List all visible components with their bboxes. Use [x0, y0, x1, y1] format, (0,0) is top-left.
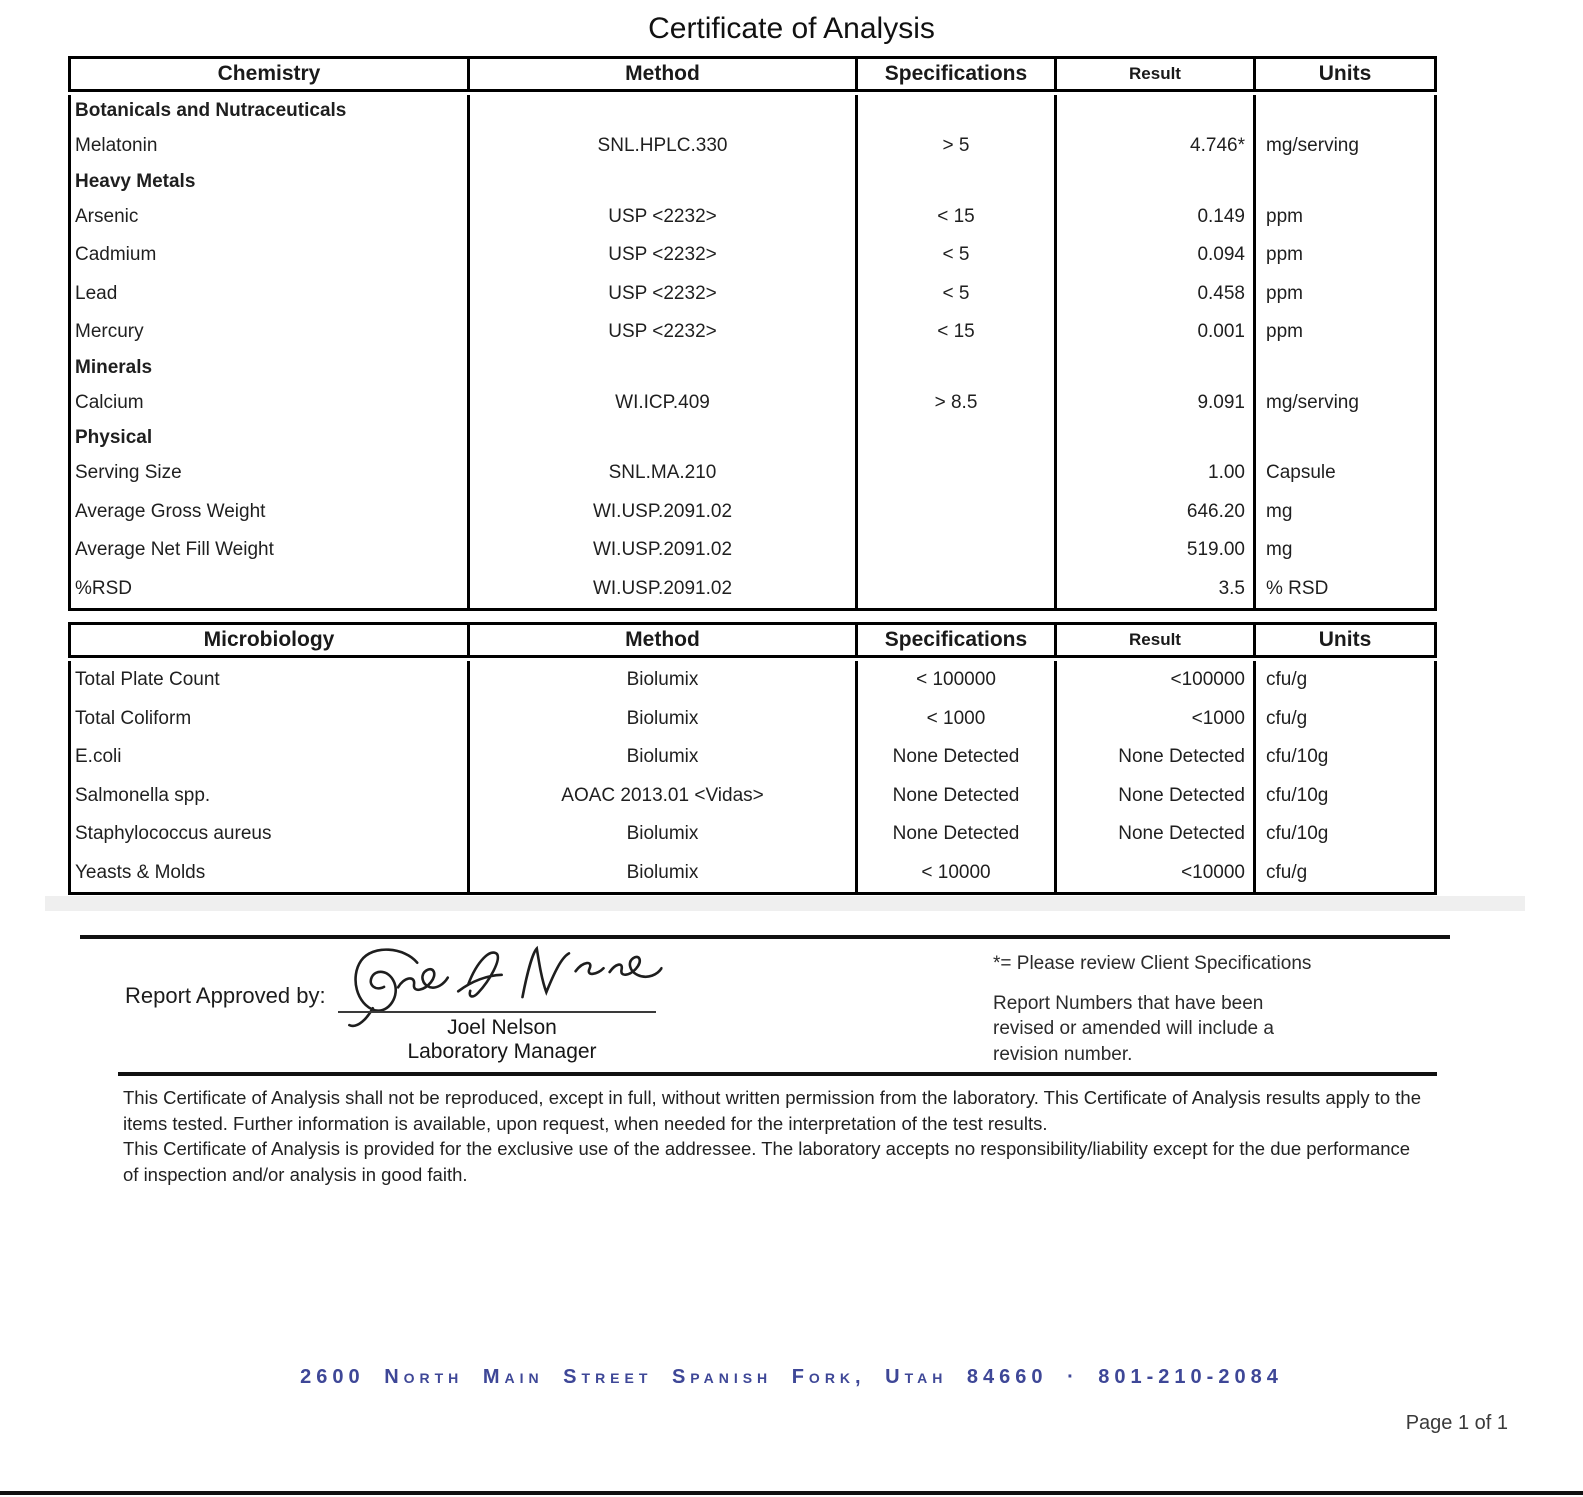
- analyte-cell: Lead: [75, 282, 118, 304]
- table-row: [71, 454, 1434, 493]
- disclaimer-paragraph-2: This Certificate of Analysis is provided for the exclusive use of the addressee. The laboratory accepts no responsibility/liability except for the due performance of inspection and/or analysis in good faith.: [123, 1138, 1411, 1185]
- analyte-cell: Melatonin: [75, 135, 158, 157]
- analyte-cell: Cadmium: [75, 244, 157, 266]
- units-cell: [1253, 422, 1434, 454]
- table-row: [71, 275, 1434, 314]
- result-cell: 0.001: [1054, 313, 1253, 352]
- result-cell: [1054, 422, 1253, 454]
- result-cell: 4.746*: [1054, 127, 1253, 166]
- section-divider-strip: [45, 896, 1525, 911]
- method-cell: [467, 352, 855, 384]
- method-cell: WI.USP.2091.02: [467, 493, 855, 532]
- analyte-cell: Salmonella spp.: [75, 784, 211, 806]
- analyte-cell: Total Coliform: [75, 707, 192, 729]
- spec-cell: None Detected: [855, 815, 1054, 854]
- spec-cell: < 15: [855, 313, 1054, 352]
- analyte-cell: Serving Size: [75, 462, 182, 484]
- result-cell: [1054, 95, 1253, 127]
- page-indicator: Page 1 of 1: [1405, 1412, 1508, 1434]
- header-method: Method: [467, 625, 855, 655]
- method-cell: [467, 95, 855, 127]
- signature-rule-bottom: [118, 1072, 1437, 1076]
- result-cell: <1000: [1054, 700, 1253, 739]
- units-cell: mg: [1253, 531, 1434, 570]
- revision-note: Report Numbers that have been revised or amended will include a revision number.: [993, 993, 1274, 1065]
- table-row: [71, 384, 1434, 423]
- spec-cell: [855, 531, 1054, 570]
- signer-title: Laboratory Manager: [407, 1039, 597, 1063]
- spec-cell: < 100000: [855, 661, 1054, 700]
- lab-address: 2600 North Main Street Spanish Fork, Utah 84660 · 801-210-2084: [300, 1366, 1283, 1388]
- units-cell: cfu/g: [1253, 700, 1434, 739]
- microbiology-table-body: [68, 661, 1437, 895]
- result-cell: None Detected: [1054, 738, 1253, 777]
- table-row: [71, 700, 1434, 739]
- header-specifications: Specifications: [855, 625, 1054, 655]
- units-cell: ppm: [1253, 313, 1434, 352]
- analyte-cell: Staphylococcus aureus: [75, 823, 272, 845]
- table-section-row: [71, 422, 1434, 454]
- signer-block: [347, 1016, 657, 1063]
- result-cell: 3.5: [1054, 570, 1253, 609]
- method-cell: SNL.HPLC.330: [467, 127, 855, 166]
- approved-by-label: Report Approved by:: [125, 983, 326, 1008]
- result-cell: 9.091: [1054, 384, 1253, 423]
- units-cell: cfu/10g: [1253, 815, 1434, 854]
- spec-cell: [855, 493, 1054, 532]
- spec-cell: [855, 570, 1054, 609]
- result-cell: None Detected: [1054, 815, 1253, 854]
- header-method: Method: [467, 59, 855, 89]
- spec-cell: None Detected: [855, 777, 1054, 816]
- method-cell: Biolumix: [467, 700, 855, 739]
- analyte-cell: E.coli: [75, 746, 122, 768]
- disclaimer-paragraph-1: This Certificate of Analysis shall not be reproduced, except in full, without written permission from the laboratory. This Certificate of Analysis results apply to the items tested. Further information is available, upon request, when needed for the interpretation of the test results.: [123, 1087, 1421, 1134]
- units-cell: mg/serving: [1253, 384, 1434, 423]
- spec-cell: < 5: [855, 275, 1054, 314]
- table-row: [71, 661, 1434, 700]
- spec-cell: [855, 166, 1054, 198]
- header-microbiology: Microbiology: [203, 628, 335, 651]
- table-row: [71, 738, 1434, 777]
- analyte-cell: Total Plate Count: [75, 669, 220, 691]
- chemistry-table-body: [68, 95, 1437, 611]
- analyte-cell: Arsenic: [75, 205, 139, 227]
- spec-cell: < 5: [855, 236, 1054, 275]
- units-cell: [1253, 166, 1434, 198]
- result-cell: None Detected: [1054, 777, 1253, 816]
- method-cell: WI.ICP.409: [467, 384, 855, 423]
- disclaimer: [123, 1085, 1425, 1187]
- method-cell: USP <2232>: [467, 275, 855, 314]
- table-row: [71, 854, 1434, 893]
- units-cell: cfu/g: [1253, 854, 1434, 893]
- method-cell: Biolumix: [467, 854, 855, 893]
- table-section-row: [71, 95, 1434, 127]
- analyte-cell: Yeasts & Molds: [75, 861, 206, 883]
- units-cell: [1253, 352, 1434, 384]
- header-specifications: Specifications: [855, 59, 1054, 89]
- header-units: Units: [1253, 59, 1434, 89]
- units-cell: Capsule: [1253, 454, 1434, 493]
- spec-cell: < 1000: [855, 700, 1054, 739]
- header-units: Units: [1253, 625, 1434, 655]
- table-row: [71, 493, 1434, 532]
- method-cell: [467, 166, 855, 198]
- result-cell: 0.149: [1054, 198, 1253, 237]
- asterisk-note: *= Please review Client Specifications: [993, 953, 1312, 974]
- units-cell: [1253, 95, 1434, 127]
- table-row: [71, 777, 1434, 816]
- method-cell: Biolumix: [467, 815, 855, 854]
- table-row: [71, 531, 1434, 570]
- result-cell: [1054, 352, 1253, 384]
- table-section-row: [71, 352, 1434, 384]
- result-cell: 0.094: [1054, 236, 1253, 275]
- units-cell: cfu/g: [1253, 661, 1434, 700]
- method-cell: AOAC 2013.01 <Vidas>: [467, 777, 855, 816]
- result-cell: 1.00: [1054, 454, 1253, 493]
- table-row: [71, 313, 1434, 352]
- spec-cell: None Detected: [855, 738, 1054, 777]
- analyte-cell: Average Gross Weight: [75, 500, 266, 522]
- microbiology-table-header: [68, 622, 1437, 658]
- units-cell: % RSD: [1253, 570, 1434, 609]
- method-cell: Biolumix: [467, 661, 855, 700]
- table-row: [71, 127, 1434, 166]
- page-title: Certificate of Analysis: [648, 12, 935, 45]
- spec-cell: [855, 95, 1054, 127]
- method-cell: USP <2232>: [467, 198, 855, 237]
- analyte-cell: Mercury: [75, 321, 144, 343]
- table-row: [71, 815, 1434, 854]
- header-result: Result: [1054, 625, 1253, 655]
- method-cell: USP <2232>: [467, 236, 855, 275]
- result-cell: 0.458: [1054, 275, 1253, 314]
- header-chemistry: Chemistry: [217, 62, 321, 85]
- footer-rule: [0, 1491, 1583, 1495]
- units-cell: ppm: [1253, 275, 1434, 314]
- units-cell: ppm: [1253, 198, 1434, 237]
- analyte-cell: Physical: [75, 427, 153, 448]
- units-cell: cfu/10g: [1253, 738, 1434, 777]
- table-row: [71, 570, 1434, 609]
- analyte-cell: Botanicals and Nutraceuticals: [75, 100, 347, 121]
- units-cell: mg/serving: [1253, 127, 1434, 166]
- analyte-cell: Heavy Metals: [75, 170, 196, 192]
- analyte-cell: Average Net Fill Weight: [75, 539, 274, 561]
- signature-line: [338, 1011, 656, 1013]
- signer-name: Joel Nelson: [447, 1016, 557, 1039]
- method-cell: USP <2232>: [467, 313, 855, 352]
- analyte-cell: %RSD: [75, 577, 133, 599]
- method-cell: SNL.MA.210: [467, 454, 855, 493]
- spec-cell: > 5: [855, 127, 1054, 166]
- method-cell: [467, 422, 855, 454]
- spec-cell: [855, 454, 1054, 493]
- method-cell: Biolumix: [467, 738, 855, 777]
- chemistry-table-header: [68, 56, 1437, 92]
- result-cell: 646.20: [1054, 493, 1253, 532]
- spec-cell: < 15: [855, 198, 1054, 237]
- spec-cell: [855, 422, 1054, 454]
- spec-cell: > 8.5: [855, 384, 1054, 423]
- units-cell: ppm: [1253, 236, 1434, 275]
- table-row: [71, 236, 1434, 275]
- method-cell: WI.USP.2091.02: [467, 531, 855, 570]
- spec-cell: < 10000: [855, 854, 1054, 893]
- table-section-row: [71, 166, 1434, 198]
- analyte-cell: Calcium: [75, 391, 144, 413]
- result-cell: 519.00: [1054, 531, 1253, 570]
- result-cell: <100000: [1054, 661, 1253, 700]
- result-cell: [1054, 166, 1253, 198]
- signature-rule-top: [80, 935, 1450, 939]
- units-cell: mg: [1253, 493, 1434, 532]
- units-cell: cfu/10g: [1253, 777, 1434, 816]
- analyte-cell: Minerals: [75, 356, 153, 378]
- result-cell: <10000: [1054, 854, 1253, 893]
- spec-cell: [855, 352, 1054, 384]
- header-result: Result: [1054, 59, 1253, 89]
- method-cell: WI.USP.2091.02: [467, 570, 855, 609]
- table-row: [71, 198, 1434, 237]
